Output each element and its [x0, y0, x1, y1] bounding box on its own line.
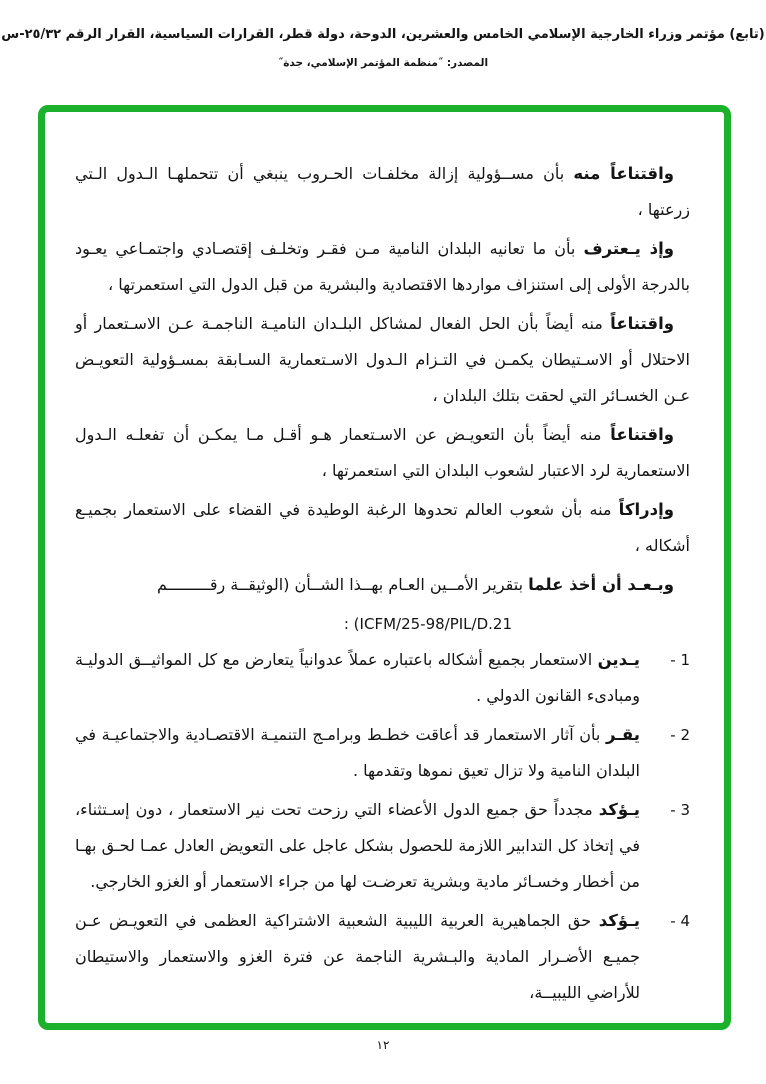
item-number: 1 -: [670, 651, 690, 669]
preamble-paragraph: [75, 306, 690, 414]
paragraph-text: منه أيضاً بأن التعويـض عن الاسـتعمار هـو أقـل مـا يمكـن أن تفعلـه الـدول الاستعمارية لرد الاعتبار لشعوب البلدان التي استعمرتها ،: [75, 425, 690, 480]
item-text: [75, 903, 640, 1011]
item-text: [75, 717, 640, 789]
item-rest: بأن آثار الاستعمار قد أعاقت خطـط وبرامـج التنميـة الاقتصـادية والاجتماعيـة في البلدان النامية ولا تزال تعيق نموها وتقدمها .: [75, 725, 640, 780]
item-lead: يـؤكد: [598, 911, 640, 930]
resolution-item: [75, 642, 690, 714]
document-body: [75, 156, 690, 1014]
preamble-paragraph: [75, 417, 690, 489]
item-text: [75, 642, 640, 714]
preamble-paragraph: [75, 567, 690, 603]
resolution-item: [75, 717, 690, 789]
paragraph-text: منه بأن شعوب العالم تحدوها الرغبة الوطيدة في القضاء على الاستعمار بجميـع أشكاله ،: [75, 500, 690, 555]
paragraph-text: منه أيضاً بأن الحل الفعال لمشاكل البلـدان الناميـة الناجمـة عـن الاسـتعمار أو الاحتلال أو الاسـتيطان يكمـن في التـزام الـدول الاسـتعمارية السـابقة بمسـؤولية التعويـض عـن الخسـائر التي لحقت بتلك البلدان ،: [75, 314, 690, 405]
header-title: (تابع) مؤتمر وزراء الخارجية الإسلامي الخامس والعشرين، الدوحة، دولة قطر، القرارات السياسية، القرار الرقم ٢٥/٣٢-س: [1, 27, 765, 42]
paragraph-lead: واقتناعاً: [610, 314, 674, 333]
paragraph-text: بتقرير الأمــين العـام بهــذا الشــأن (الوثيقــة رقـــــــــم: [156, 575, 529, 594]
item-lead: يقـر: [606, 725, 640, 744]
preamble-paragraph: [75, 156, 690, 228]
page-header: [0, 26, 766, 69]
resolution-item: [75, 903, 690, 1011]
item-lead: يـدين: [597, 650, 640, 669]
item-text: [75, 792, 640, 900]
paragraph-lead: وإدراكاً: [618, 500, 674, 519]
paragraph-lead: وإذ يـعترف: [583, 239, 674, 258]
item-rest: حق الجماهيرية العربية الليبية الشعبية الاشتراكية العظمى في التعويـض عـن جميـع الأضـرار المادية والبـشرية الناجمة عن فترة الغزو والاستعمار والاستيطان للأراضي الليبيــة،: [75, 911, 640, 1002]
header-source: المصدر: ˝منظمة المؤتمر الإسلامي، جدة˝: [277, 57, 489, 69]
document-reference-code: ICFM/25-98/PIL/D.21) :: [343, 615, 512, 633]
preamble-paragraph: [75, 231, 690, 303]
resolution-item: [75, 792, 690, 900]
paragraph-lead: واقتناعاً: [610, 425, 674, 444]
paragraph-text: بأن مســؤولية إزالة مخلفـات الحـروب ينبغي أن تتحملهـا الـدول الـتي زرعتها ،: [75, 164, 690, 219]
paragraph-lead: وبـعـد أن أخذ علما: [528, 575, 674, 594]
item-rest: الاستعمار بجميع أشكاله باعتباره عملاً عدوانياً يتعارض مع كل المواثيــق الدوليـة ومبادىء القانون الدولي .: [75, 650, 640, 705]
item-number: 2 -: [670, 726, 690, 744]
preamble-paragraph: [75, 492, 690, 564]
page-number: ١٢: [376, 1038, 390, 1052]
item-number: 4 -: [670, 912, 690, 930]
item-lead: يـؤكد: [598, 800, 640, 819]
item-number: 3 -: [670, 801, 690, 819]
paragraph-text: بأن ما تعانيه البلدان النامية مـن فقـر وتخلـف إقتصـادي واجتمـاعي يعـود بالدرجة الأولى إلى استنزاف مواردها الاقتصادية والبشرية من قبل الدول التي استعمرتها ،: [75, 239, 690, 294]
paragraph-lead: واقتناعاً منه: [573, 164, 674, 183]
item-rest: مجدداً حق جميع الدول الأعضاء التي رزحت تحت نير الاستعمار ، دون إسـتثناء، في إتخاذ كل التدابير اللازمة للحصول بشكل عاجل على التعويض العادل عمـا لحـق بهـا من أخطار وخسـائر مادية وبشرية تعرضـت لها من جراء الاستعمار أو الغزو الخارجي.: [75, 800, 640, 891]
